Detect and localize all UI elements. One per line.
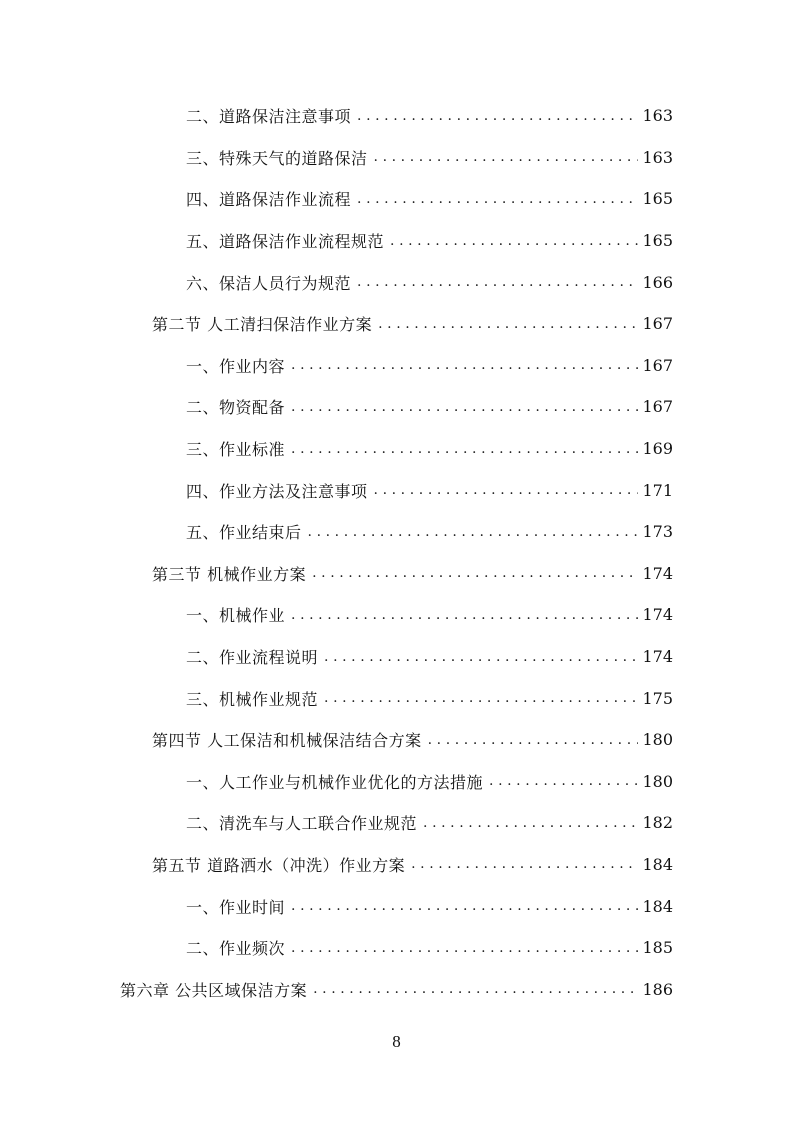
toc-section-entry[interactable]: [0, 303, 673, 345]
toc-entry-page: 185: [642, 938, 673, 958]
toc-entry-title: 一、人工作业与机械作业优化的方法措施: [186, 772, 484, 792]
toc-entry-title: 二、作业流程说明: [186, 648, 319, 668]
toc-entry-title: 二、物资配备: [186, 398, 286, 418]
toc-dot-leader: [291, 441, 638, 457]
toc-entry[interactable]: [0, 220, 673, 262]
toc-entry[interactable]: [0, 677, 673, 719]
toc-dot-leader: [374, 149, 639, 165]
toc-entry-title: 一、机械作业: [186, 606, 286, 626]
toc-entry-page: 165: [642, 189, 673, 209]
toc-entry[interactable]: [0, 261, 673, 303]
toc-entry[interactable]: [0, 594, 673, 636]
toc-entry-page: 165: [642, 231, 673, 251]
toc-entry-page: 180: [642, 771, 673, 791]
toc-entry-title: 第三节 机械作业方案: [152, 564, 307, 584]
toc-entry-title: 五、作业结束后: [186, 523, 302, 543]
table-of-contents: [0, 95, 793, 1010]
toc-dot-leader: [357, 274, 638, 290]
toc-entry[interactable]: [0, 386, 673, 428]
toc-section-entry[interactable]: [0, 844, 673, 886]
toc-dot-leader: [423, 815, 638, 831]
toc-dot-leader: [324, 690, 638, 706]
toc-entry-title: 四、作业方法及注意事项: [186, 481, 368, 501]
toc-dot-leader: [308, 524, 639, 540]
toc-entry-page: 174: [642, 647, 673, 667]
toc-entry-page: 175: [642, 688, 673, 708]
toc-entry-title: 第五节 道路洒水（冲洗）作业方案: [152, 855, 406, 875]
toc-entry-title: 第二节 人工清扫保洁作业方案: [152, 315, 373, 335]
toc-dot-leader: [489, 773, 638, 789]
toc-dot-leader: [291, 357, 638, 373]
toc-entry[interactable]: [0, 802, 673, 844]
toc-entry[interactable]: [0, 636, 673, 678]
toc-entry[interactable]: [0, 885, 673, 927]
toc-dot-leader: [291, 399, 638, 415]
toc-entry-page: 180: [642, 730, 673, 750]
toc-entry-page: 169: [642, 439, 673, 459]
toc-dot-leader: [313, 981, 638, 997]
toc-entry-title: 六、保洁人员行为规范: [186, 273, 352, 293]
toc-dot-leader: [357, 191, 638, 207]
toc-entry[interactable]: [0, 761, 673, 803]
toc-section-entry[interactable]: [0, 553, 673, 595]
toc-entry-title: 三、机械作业规范: [186, 689, 319, 709]
toc-entry-page: 174: [642, 563, 673, 583]
toc-entry-page: 186: [642, 979, 673, 999]
toc-entry-title: 五、道路保洁作业流程规范: [186, 232, 385, 252]
toc-entry-page: 167: [642, 355, 673, 375]
page-number: 8: [392, 1032, 401, 1051]
toc-entry[interactable]: [0, 927, 673, 969]
toc-dot-leader: [390, 233, 638, 249]
toc-dot-leader: [411, 856, 638, 872]
toc-entry-page: 167: [642, 397, 673, 417]
toc-dot-leader: [291, 940, 638, 956]
toc-dot-leader: [378, 316, 638, 332]
toc-chapter-entry[interactable]: [0, 968, 673, 1010]
toc-entry-page: 167: [642, 314, 673, 334]
toc-entry-page: 182: [642, 813, 673, 833]
toc-dot-leader: [291, 607, 638, 623]
toc-section-entry[interactable]: [0, 719, 673, 761]
toc-entry-page: 163: [642, 106, 673, 126]
toc-entry-title: 二、清洗车与人工联合作业规范: [186, 814, 418, 834]
toc-dot-leader: [357, 108, 638, 124]
toc-entry[interactable]: [0, 345, 673, 387]
toc-entry-page: 184: [642, 854, 673, 874]
toc-entry-title: 四、道路保洁作业流程: [186, 190, 352, 210]
toc-entry-page: 166: [642, 272, 673, 292]
toc-dot-leader: [291, 898, 638, 914]
toc-entry[interactable]: [0, 95, 673, 137]
toc-entry-page: 174: [642, 605, 673, 625]
toc-entry[interactable]: [0, 178, 673, 220]
toc-entry-title: 一、作业时间: [186, 897, 286, 917]
toc-entry-title: 第四节 人工保洁和机械保洁结合方案: [152, 731, 422, 751]
toc-entry-title: 第六章 公共区域保洁方案: [120, 980, 308, 1000]
toc-dot-leader: [374, 482, 639, 498]
toc-dot-leader: [324, 649, 638, 665]
toc-dot-leader: [312, 565, 638, 581]
toc-entry-page: 171: [642, 480, 673, 500]
toc-entry[interactable]: [0, 428, 673, 470]
toc-entry-page: 173: [642, 522, 673, 542]
toc-dot-leader: [428, 732, 639, 748]
toc-entry-title: 一、作业内容: [186, 356, 286, 376]
toc-entry[interactable]: [0, 469, 673, 511]
toc-entry-title: 三、作业标准: [186, 440, 286, 460]
toc-entry-title: 二、道路保洁注意事项: [186, 107, 352, 127]
toc-entry-title: 二、作业频次: [186, 939, 286, 959]
toc-entry-page: 184: [642, 896, 673, 916]
toc-entry[interactable]: [0, 137, 673, 179]
toc-entry-title: 三、特殊天气的道路保洁: [186, 148, 368, 168]
toc-entry-page: 163: [642, 147, 673, 167]
toc-entry[interactable]: [0, 511, 673, 553]
